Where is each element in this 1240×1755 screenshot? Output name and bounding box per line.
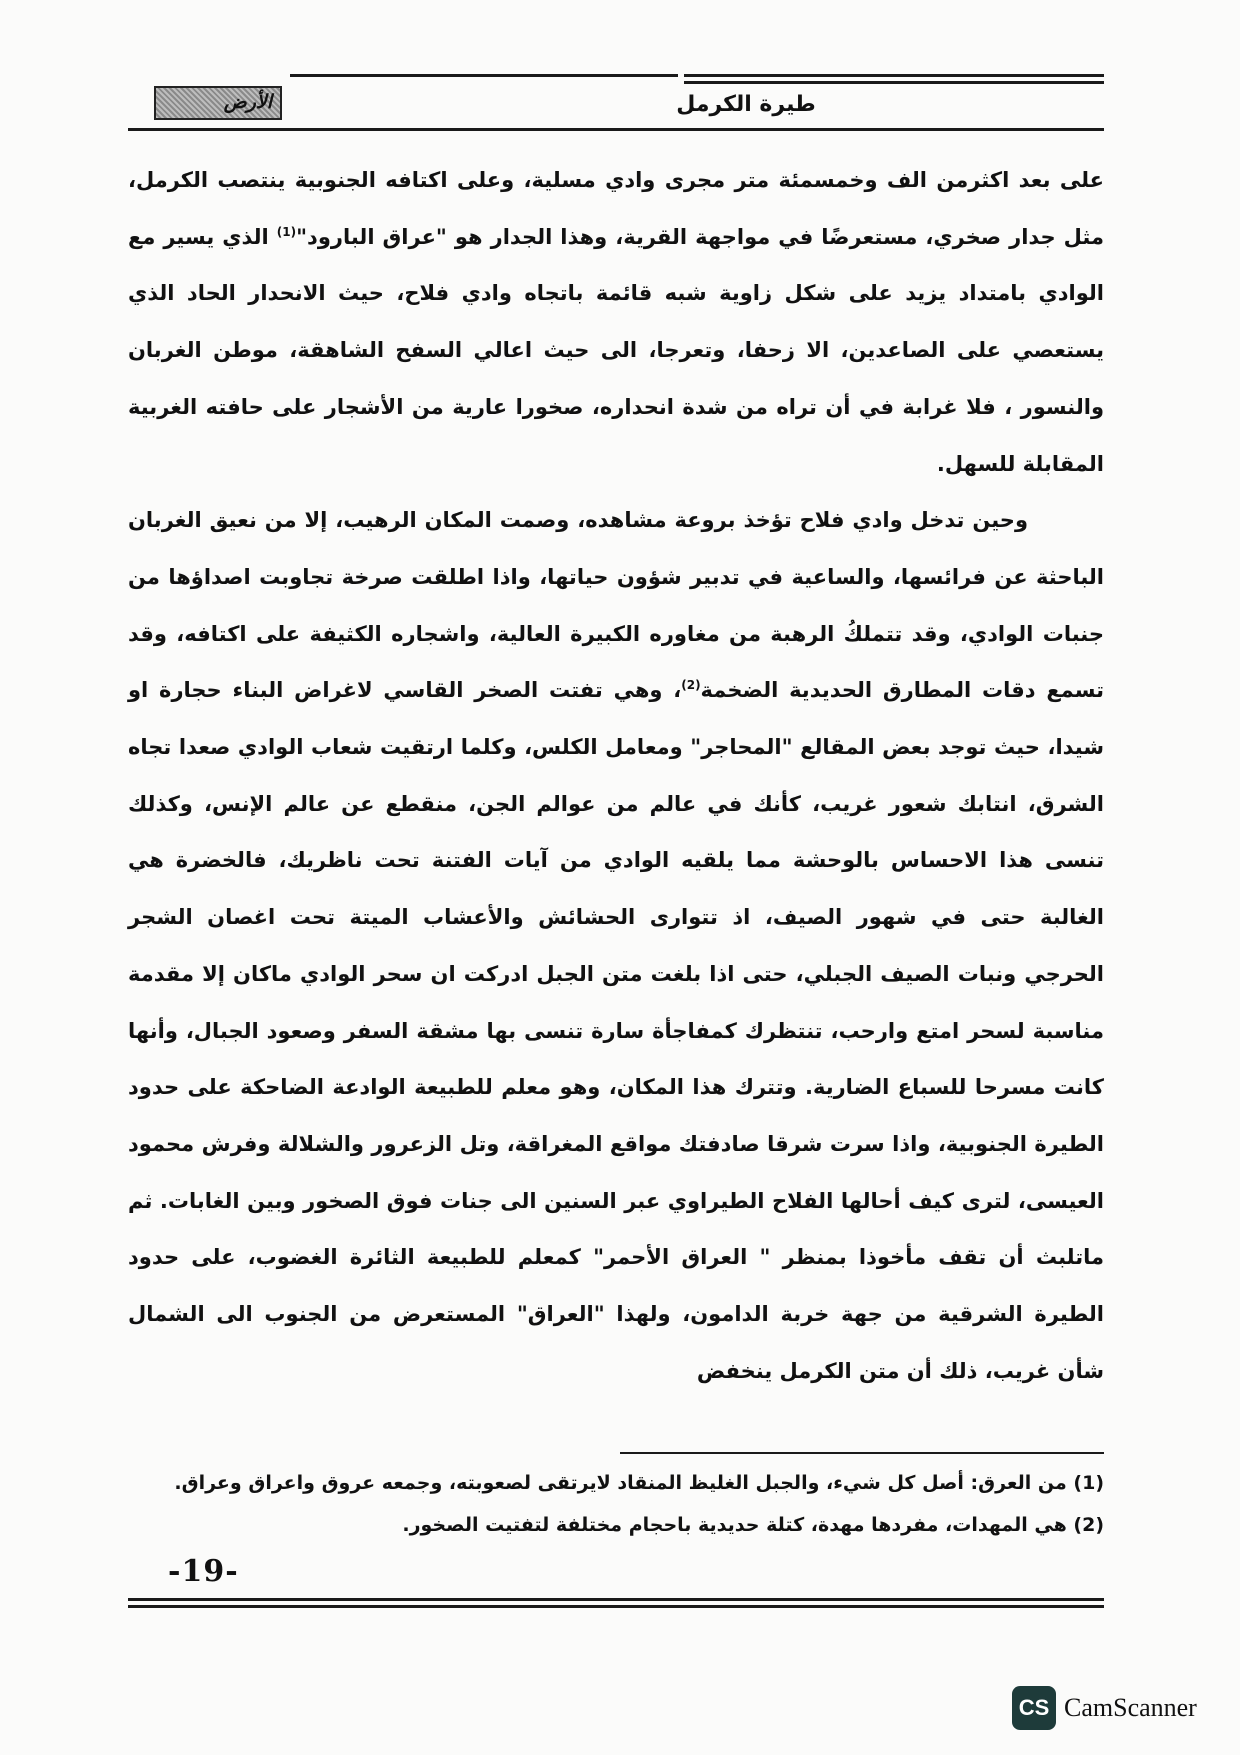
paragraph-2	[128, 492, 1104, 1399]
paragraph-2-tail: ، وهي تفتت الصخر القاسي لاغراض البناء حجارة او شيدا، حيث توجد بعض المقالع "المحاجر" ومعامل الكلس، وكلما ارتقيت شعاب الوادي صعدا تجاه الشرق، انتابك شعور غريب، كأنك في عالم من عوالم الجن، منقطع عن عالم الإنس، وكذلك تنسى هذا الاحساس بالوحشة مما يلقيه الوادي من آيات الفتنة تحت ناظريك، فالخضرة هي الغالبة حتى في شهور الصيف، اذ تتوارى الحشائش والأعشاب الميتة تحت اغصان الشجر الحرجي ونبات الصيف الجبلي، حتى اذا بلغت متن الجبل ادركت ان سحر الوادي ماكان إلا مقدمة مناسبة لسحر امتع وارحب، تنتظرك كمفاجأة سارة تنسى بها مشقة السفر وصعود الجبال، وأنها كانت مسرحا للسباع الضارية. وتترك هذا المكان، وهو معلم للطبيعة الوادعة الضاحكة على حدود الطيرة الجنوبية، واذا سرت شرقا صادفتك مواقع المغراقة، وتل الزعرور والشلالة وفرش محمود العيسى، لترى كيف أحالها الفلاح الطيراوي عبر السنين الى جنات فوق الصخور وبين الغابات. ثم ماتلبث أن تقف مأخوذا بمنظر " العراق الأحمر" كمعلم للطبيعة الثائرة الغضوب، على حدود الطيرة الشرقية من جهة خربة الدامون، ولهذا "العراق" المستعرض من الجنوب الى الشمال شأن غريب، ذلك أن متن الكرمل ينخفض	[128, 678, 1104, 1383]
section-badge-label: الأرض	[223, 91, 272, 113]
paragraph-2-text: وحين تدخل وادي فلاح تؤخذ بروعة مشاهده، وصمت المكان الرهيب، إلا من نعيق الغربان الباحثة عن فرائسها، والساعية في تدبير شؤون حياتها، واذا اطلقت صرخة تجاوبت اصداؤها من جنبات الوادي، وقد تتملكُ الرهبة من مغاوره الكبيرة العالية، واشجاره الكثيفة على اكتافه، وقد تسمع دقات المطارق الحديدية الضخمة	[128, 508, 1105, 703]
camscanner-logo-icon: CS	[1012, 1686, 1056, 1730]
header-rule-left	[290, 74, 678, 81]
paragraph-1	[128, 152, 1104, 492]
page-header	[128, 72, 1104, 136]
body-text	[128, 152, 1104, 1399]
footnotes	[128, 1462, 1104, 1546]
header-underline	[128, 128, 1104, 131]
footnote-ref-2: (2)	[681, 678, 701, 693]
footnote-separator	[620, 1452, 1104, 1454]
camscanner-watermark	[1012, 1686, 1197, 1730]
running-title: طيرة الكرمل	[676, 92, 816, 117]
camscanner-label: CamScanner	[1064, 1693, 1197, 1722]
footnote-1: (1) من العرق: أصل كل شيء، والجبل الغليظ المنقاد لايرتقى لصعوبته، وجمعه عروق واعراق وعراق.	[174, 1472, 1104, 1494]
header-rule-right	[684, 74, 1104, 88]
page-number: -19-	[168, 1554, 239, 1589]
paragraph-1-tail: الذي يسير مع الوادي بامتداد يزيد على شكل زاوية شبه قائمة باتجاه وادي فلاح، حيث الانحدار الحاد الذي يستعصي على الصاعدين، الا زحفا، وتعرجا، الى حيث اعالي السفح الشاهقة، موطن الغربان والنسور ، فلا غرابة في أن تراه من شدة انحداره، صخورا عارية من الأشجار على حافته الغربية المقابلة للسهل.	[128, 224, 1104, 476]
footnote-ref-1: (1)	[276, 224, 297, 239]
footer-rule	[128, 1598, 1104, 1612]
paragraph-1-text: على بعد اكثرمن الف وخمسمئة متر مجرى وادي مسلية، وعلى اكتافه الجنوبية ينتصب الكرمل، مثل جدار صخري، مستعرضًا في مواجهة القرية، وهذا الجدار هو "عراق البارود"	[128, 168, 1104, 249]
footnote-2: (2) هي المهدات، مفردها مهدة، كتلة حديدية باحجام مختلفة لتفتيت الصخور.	[402, 1514, 1104, 1536]
